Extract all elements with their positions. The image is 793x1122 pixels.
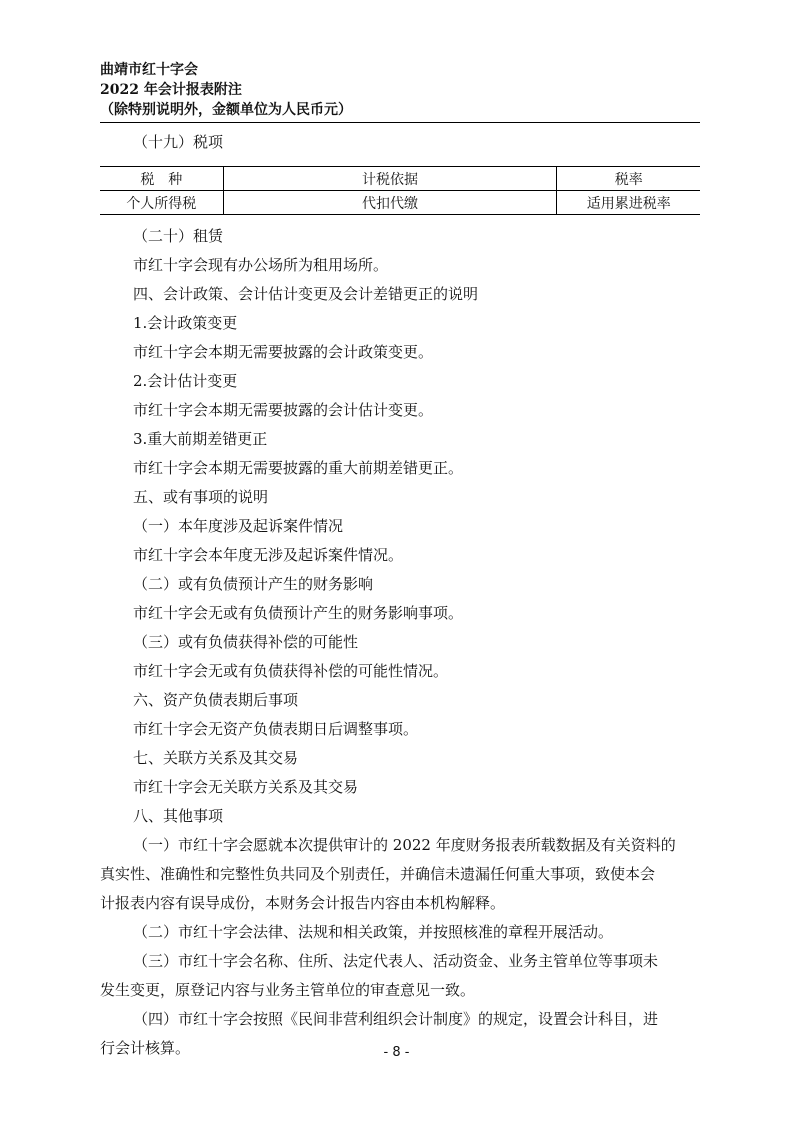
subsection-heading: 3.重大前期差错更正 [133,430,268,448]
paragraph: 市红十字会无或有负债预计产生的财务影响事项。 [133,604,464,622]
paragraph-line: （三）市红十字会名称、住所、法定代表人、活动资金、业务主管单位等事项未 [133,952,659,970]
paragraph: 市红十字会无或有负债获得补偿的可能性情况。 [133,662,449,680]
subsection-heading: （一）本年度涉及起诉案件情况 [133,517,344,535]
subsection-heading: （二）或有负债预计产生的财务影响 [133,575,374,593]
section-heading: 五、或有事项的说明 [133,488,269,506]
subsection-heading: 1.会计政策变更 [133,314,238,332]
paragraph-line: （二）市红十字会法律、法规和相关政策，并按照核准的章程开展活动。 [133,923,614,941]
paragraph: 市红十字会本期无需要披露的重大前期差错更正。 [133,459,464,477]
paragraph-line: 计报表内容有误导成份，本财务会计报告内容由本机构解释。 [100,894,506,912]
table-row [100,191,700,215]
paragraph: 市红十字会无资产负债表期日后调整事项。 [133,720,419,738]
tax-table-header-row [100,167,700,191]
document-header [100,60,700,120]
paragraph-line: 真实性、准确性和完整性负共同及个别责任，并确信未遗漏任何重大事项，致使本会 [100,865,656,883]
tax-header-basis: 计税依据 [223,167,557,191]
paragraph: 市红十字会本期无需要披露的会计估计变更。 [133,401,434,419]
section-heading: 八、其他事项 [133,807,224,825]
currency-note: （除特别说明外，金额单位为人民币元） [100,102,352,118]
tax-header-rate: 税率 [557,167,700,191]
paragraph: 市红十字会无关联方关系及其交易 [133,778,359,796]
tax-cell-basis: 代扣代缴 [223,191,557,215]
tax-section-heading: （十九）税项 [133,133,224,151]
section-heading: 六、资产负债表期后事项 [133,691,299,709]
report-title: 2022 年会计报表附注 [100,82,242,98]
paragraph-line: （一）市红十字会愿就本次提供审计的 2022 年度财务报表所载数据及有关资料的 [133,836,676,854]
section-heading: 四、会计政策、会计估计变更及会计差错更正的说明 [133,285,479,303]
tax-cell-type: 个人所得税 [100,191,223,215]
header-divider [100,122,700,123]
paragraph-line: 行会计核算。 [100,1039,191,1057]
tax-table [100,166,700,215]
paragraph: 市红十字会现有办公场所为租用场所。 [133,256,389,274]
paragraph-line: 发生变更，原登记内容与业务主管单位的审查意见一致。 [100,981,476,999]
paragraph: （二十）租赁 [133,227,224,245]
section-heading: 七、关联方关系及其交易 [133,749,299,767]
document-body [100,222,700,1063]
page-number: - 8 - [383,1045,410,1060]
paragraph-line: （四）市红十字会按照《民间非营利组织会计制度》的规定，设置会计科目，进 [133,1010,659,1028]
subsection-heading: （三）或有负债获得补偿的可能性 [133,633,359,651]
tax-cell-rate: 适用累进税率 [557,191,700,215]
paragraph: 市红十字会本期无需要披露的会计政策变更。 [133,343,434,361]
subsection-heading: 2.会计估计变更 [133,372,238,390]
paragraph: 市红十字会本年度无涉及起诉案件情况。 [133,546,404,564]
tax-header-type: 税 种 [100,167,223,191]
org-name: 曲靖市红十字会 [100,62,198,78]
